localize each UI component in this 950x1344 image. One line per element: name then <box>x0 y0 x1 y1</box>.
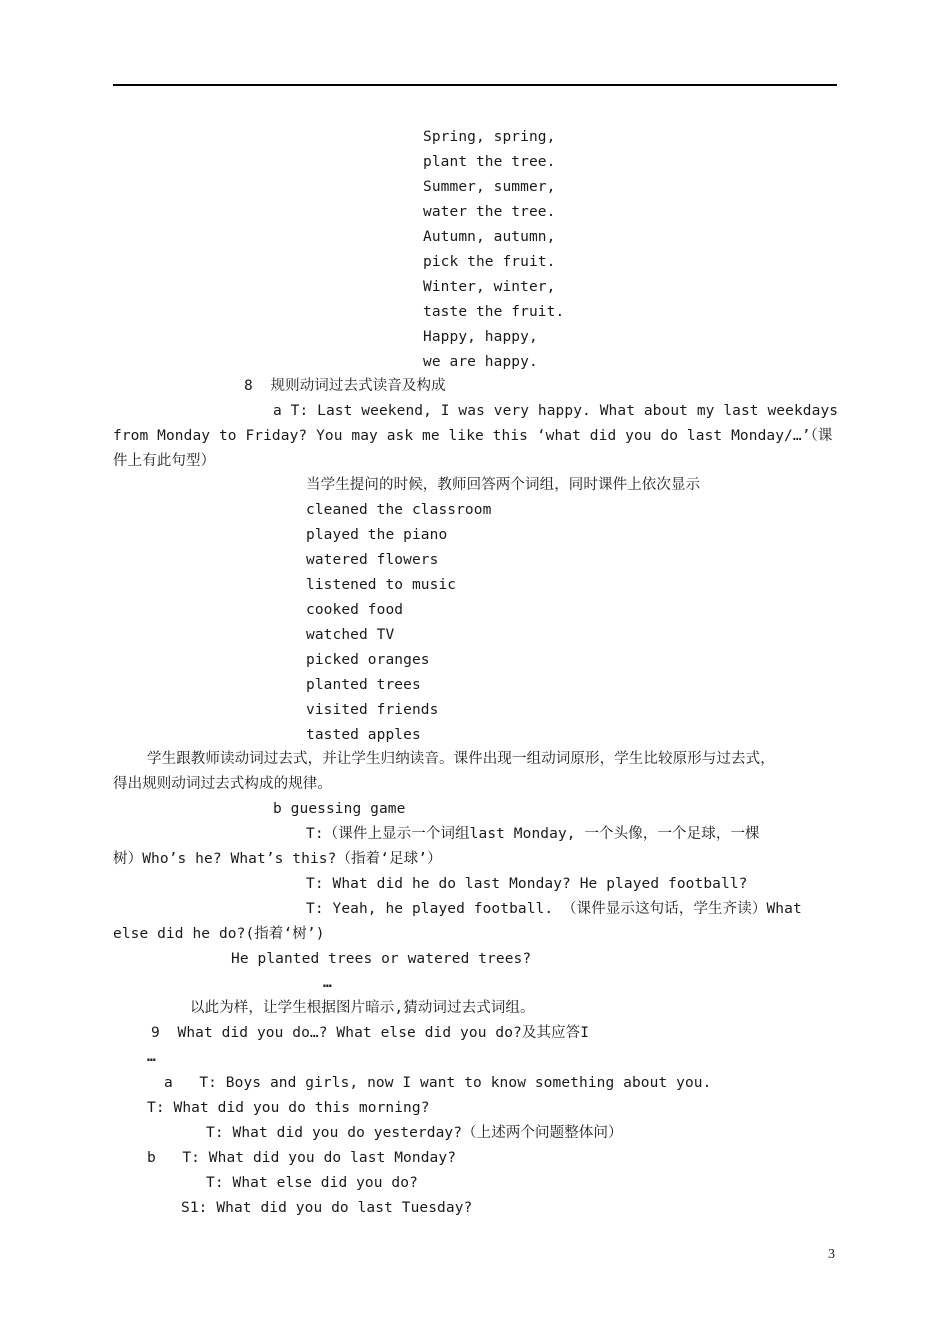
section-8-summary: 得出规则动词过去式构成的规律。 <box>113 776 332 792</box>
phrase-item: watered flowers <box>306 552 439 568</box>
header-rule <box>113 84 837 86</box>
section-8b-line: T:（课件上显示一个词组last Monday, 一个头像，一个足球，一棵 <box>306 826 760 842</box>
section-8b-line: 树）Who’s he? What’s this?（指着‘足球’） <box>113 851 442 867</box>
poem-line: Winter, winter, <box>423 279 556 295</box>
phrase-item: planted trees <box>306 677 421 693</box>
poem-line: Autumn, autumn, <box>423 229 556 245</box>
section-8a-line: from Monday to Friday? You may ask me like this ‘what did you do last Monday/…’（课 <box>113 428 833 444</box>
phrase-item: listened to music <box>306 577 457 593</box>
phrase-item: tasted apples <box>306 727 421 743</box>
section-8-conclusion: 以此为样，让学生根据图片暗示,猜动词过去式词组。 <box>190 1000 535 1016</box>
phrase-item: played the piano <box>306 527 448 543</box>
poem-line: we are happy. <box>423 354 538 370</box>
phrase-item: picked oranges <box>306 652 430 668</box>
section-8b-line: T: Yeah, he played football. （课件显示这句话，学生齐读）What <box>306 901 802 917</box>
section-8a-line: 件上有此句型） <box>113 453 216 469</box>
ellipsis: … <box>323 975 332 991</box>
poem-line: taste the fruit. <box>423 304 565 320</box>
phrase-item: cooked food <box>306 602 404 618</box>
ellipsis: … <box>147 1049 156 1065</box>
section-9a-line: a T: Boys and girls, now I want to know something about you. <box>164 1075 712 1091</box>
section-8-intro: 当学生提问的时候，教师回答两个词组，同时课件上依次显示 <box>306 477 701 493</box>
phrase-item: watched TV <box>306 627 395 643</box>
section-8b-line: else did he do?(指着‘树’) <box>113 926 325 942</box>
poem-line: Happy, happy, <box>423 329 538 345</box>
phrase-item: visited friends <box>306 702 439 718</box>
section-8-heading: 8 规则动词过去式读音及构成 <box>244 378 446 394</box>
section-9-line: T: What did you do yesterday?（上述两个问题整体问） <box>206 1125 623 1141</box>
section-9-line: S1: What did you do last Tuesday? <box>181 1200 473 1216</box>
section-8a-line: a T: Last weekend, I was very happy. What about my last weekdays <box>273 403 839 419</box>
section-9-line: T: What else did you do? <box>206 1175 418 1191</box>
section-8b-line: He planted trees or watered trees? <box>231 951 532 967</box>
section-8-summary: 学生跟教师读动词过去式，并让学生归纳读音。课件出现一组动词原形，学生比较原形与过去式， <box>147 751 775 767</box>
section-8b-line: T: What did he do last Monday? He played football? <box>306 876 748 892</box>
poem-line: water the tree. <box>423 204 556 220</box>
poem-line: pick the fruit. <box>423 254 556 270</box>
section-9b-line: b T: What did you do last Monday? <box>147 1150 457 1166</box>
phrase-item: cleaned the classroom <box>306 502 492 518</box>
section-9-line: T: What did you do this morning? <box>147 1100 430 1116</box>
poem-line: plant the tree. <box>423 154 556 170</box>
poem-line: Spring, spring, <box>423 129 556 145</box>
section-8b-heading: b guessing game <box>273 801 406 817</box>
poem-line: Summer, summer, <box>423 179 556 195</box>
section-9-heading: 9 What did you do…? What else did you do?及其应答I <box>151 1025 590 1041</box>
page-number: 3 <box>828 1247 835 1262</box>
